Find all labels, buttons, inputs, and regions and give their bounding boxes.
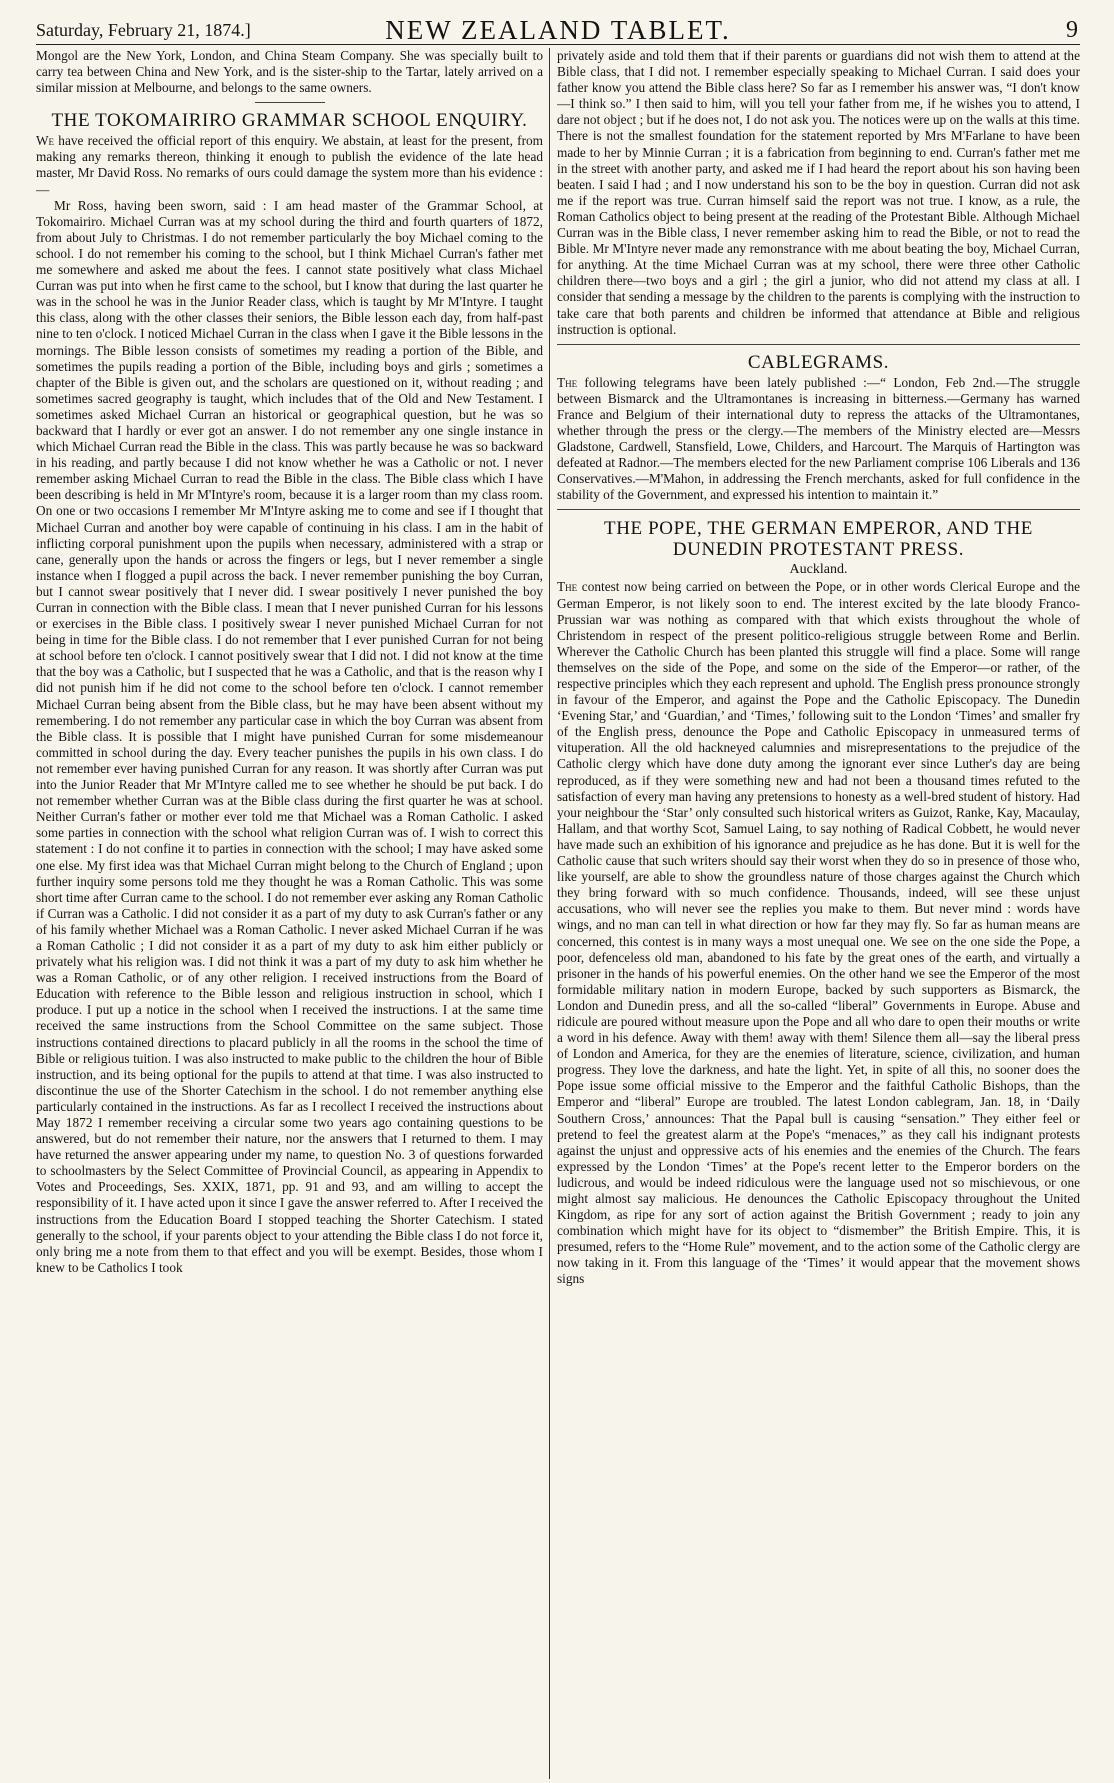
cablegrams-headline: CABLEGRAMS. (747, 351, 890, 373)
section-divider (557, 344, 1080, 345)
pope-headline: THE POPE, THE GERMAN EMPEROR, AND THE DUNEDIN PROTESTANT PRESS. (604, 518, 1033, 561)
newspaper-title: NEW ZEALAND TABLET. (385, 15, 731, 45)
column-rule (549, 48, 550, 1779)
pope-dateline: Auckland. (789, 562, 848, 578)
grammar-school-intro-text: have received the official report of this enquiry. We abstain, at least for the present, from making any remarks thereon, thinking it enough to publish the evidence of the late head master, Mr David Ross. No remarks of ours could damage the system more than his evidence :— (36, 133, 543, 197)
cablegrams-text: following telegrams have been lately published :—“ London, Feb 2nd.—The struggle between Bismarck and the Ultramontanes is increasing in bitterness.—Germany has warned France and Belgium of their international duty to repress the attacks of the Ultramontanes, whether through the press or the clergy.—The members of the Ministry elected are—Messrs Gladstone, Cardwell, Stansfield, Lowe, Childers, and Harcourt. The Marquis of Hartington was defeated at Radnor.—The members elected for the new Parliament comprise 106 Liberals and 136 Conservatives.—M'Mahon, in addressing the French merchants, asked for full confidence in the stability of the Government, and expressed his intention to maintain it.” (557, 374, 1080, 503)
section-divider (557, 509, 1080, 510)
left-column (36, 48, 543, 1779)
masthead (36, 10, 1080, 45)
lead-word: We (36, 133, 55, 149)
pope-article-body (557, 579, 1080, 1287)
section-divider (255, 102, 325, 103)
page-number: 9 (1066, 17, 1078, 43)
ross-evidence: Mr Ross, having been sworn, said : I am head master of the Grammar School, at Tokomairiro. Michael Curran was at my school during the third and fourth quarters of 1872, from about July to Christmas. I do not remember particularly the boy Michael coming to the school. I do not remember his coming to the school, but I think Michael Curran's father met me somewhere and asked me about the fees. I cannot state positively what class Michael Curran was put into when he first came to the school, but I know that during the last quarter he was in the school he was in the Junior Reader class, which is taught by Mr M'Intyre. I taught this class, along with the other classes their seniors, the Bible lesson each day, from half-past nine to ten o'clock. I noticed Michael Curran in the class when I gave it the Bible lessons in the mornings. The Bible lesson consists of sometimes my reading a portion of the Bible, and sometimes the pupils reading a portion of the Bible, including boys and girls ; sometimes a chapter of the Bible is given out, and the scholars are questioned on it, without reading ; and sometimes sacred geography is taught, which includes that of the Old and New Testament. I sometimes asked Michael Curran an historical or geographical question, but he was so backward that I hardly or ever got an answer. I do not remember any one single instance in which Michael Curran read the Bible in the class. This was partly because he was so backward in his reading, and partly because I did not know whether he was a Catholic or not. I never remember asking Michael Curran to read the Bible in the class. The Bible class which I have been describing is held in Mr M'Intyre's room, because it is a larger room than my class room. On one or two occasions I remember Mr M'Intyre asking me to come and see if I thought that Michael Curran and another boy were capable of continuing in his class. I am in the habit of inflicting corporal punishment upon the pupils when necessary, administered with a strap or cane, generally upon the hands or across the fingers or legs, but I never remember a single instance when I flogged a pupil across the back. I never remember punishing the boy Curran, but I cannot swear positively that I never did. I swear positively I never punished the boy Curran in connection with the Bible class. I mean that I never punished Curran for his lessons or exercises in the Bible class. I positively swear I never punished Michael Curran for not being in time for the Bible class. I do not remember that I ever punished Curran for not being at school before ten o'clock. I cannot positively swear that I did not. I did not know at the time that the boy was a Catholic, but I suspected that he was a Catholic, and that is the reason why I did not punish him if he did not come to the school before ten o'clock. I cannot remember Michael Curran being absent from the Bible class, but he may have been absent without my remembering. I do not remember any particular case in which the boy Curran was absent from the Bible class. It is possible that I might have punished Curran for some misdemeanour committed in school during the day. Every teacher punishes the pupils in his own class. I do not remember ever having punished Curran for any reason. It was shortly after Curran was put into the Junior Reader that Mr M'Intyre called me to see whether he should be put back. I do not remember whether Curran was at the Bible class during the first quarter he was at school. Neither Curran's father or mother ever told me that Michael was a Roman Catholic. I asked some parties in connection with the school what religion Curran was of. I wish to correct this statement : I do not confine it to parties in connection with the school; I may have asked some one else. My first idea was that Michael Curran might belong to the Church of England ; upon further inquiry some persons told me they thought he was a Roman Catholic. This was some short time after Curran came to the school. I do not remember ever asking any Roman Catholic if Curran was a Catholic. I did not consider it as a part of my duty to ask Curran's father or any of his family whether Michael was a Roman Catholic. I never asked Michael Curran if he was a Roman Catholic ; I did not consider it as a part of my duty to ask him either publicly or privately what his religion was. I did not think it was a part of my duty to ask him whether he was a Roman Catholic, or of any other religion. I received instructions from the Board of Education with reference to the Bible lesson and religious instruction in school, which I produce. I put up a notice in the school when I received the instructions. I at the same time received the same instructions from the School Committee on the same subject. Those instructions contained directions to placard publicly in all the rooms in the school the time of Bible or religious tuition. I was also instructed to make public to the children the hour of Bible instruction, and its being optional for the pupils to attend at that time. I was also instructed to discontinue the use of the Shorter Catechism in the school. I do not remember anything else particularly contained in the instructions. As far as I recollect I received the instructions about May 1872 I remember receiving a circular some two years ago containing questions to be answered, but do not remember their nature, nor the answers that I returned to them. I may have returned the answer appearing under my name, to question No. 3 of questions forwarded to schoolmasters by the Select Committee of Provincial Council, as appearing in Appendix to Votes and Proceedings, Ses. XXIX, 1871, pp. 91 and 93, and am willing to accept the responsibility of it. I have acted upon it since I gave the answer referred to. After I received the instructions from the Education Board I stopped teaching the Shorter Catechism. I stated generally to the school, if your parents object to your attending the Bible class I do not force it, only bring me a note from them to that effect and you will be exempt. Besides, those whom I knew to be Catholics I took (36, 197, 543, 1275)
lead-word: The (557, 579, 578, 595)
lead-word: The (557, 374, 578, 390)
pope-article-text: contest now being carried on between the Pope, or in other words Clerical Europe and the German Emperor, is not likely soon to end. The interest excited by the late bloody Franco-Prussian war was nothing as compared with that which exists throughout the whole of Christendom in respect of the present politico-religious struggle between Rome and Berlin. Wherever the Catholic Church has been planted this struggle will find a place. Some will range themselves on the side of the Pope, and some on the side of the Emperor—or rather, of the respective principles which they each represent and uphold. The English press pronounce strongly in favour of the Emperor, and against the Pope and the Catholic Episcopacy. The Dunedin ‘Evening Star,’ and ‘Guardian,’ and ‘Times,’ following suit to the London ‘Times’ and smaller fry of the English press, denounce the Pope and Catholic Episcopacy in unmeasured terms of vituperation. All the old hackneyed calumnies and misrepresentations to the prejudice of the Catholic clergy which have done duty among the ignorant ever since Luther's day are being reproduced, as if they were something new and had not been a thousand times refuted to the satisfaction of every man having any pretensions to honesty as a well-bred student of history. Had your neighbour the ‘Star’ only consulted such historical writers as Guizot, Ranke, Kay, Macaulay, Hallam, and that worthy Scot, Samuel Laing, to say nothing of Radical Cobbett, he would never have made such an exhibition of his ignorance and prejudice as he has done. But it is well for the Catholic cause that such writers should say their worst when they do so in presence of those who, like yourself, are able to show the groundless nature of those charges against the Church which they bring forward with so much confidence. Thousands, indeed, will see these unjust accusations, who will never see the replies you make to them. But never mind : words have wings, and no man can tell in what direction or how far they may fly. So far as human means are concerned, this contest is in many ways a most unequal one. We see on the one side the Pope, a poor, defenceless old man, abandoned to his fate by the great ones of the earth, and virtually a prisoner in the hands of his powerful enemies. On the other hand we see the Emperor of the most formidable military nation in modern Europe, backed by such supporters as Bismarck, the London and Dunedin press, and all the so-called “liberal” Governments in Europe. Abuse and ridicule are poured without measure upon the Pope and all who dare to open their mouths or write a word in his defence. Away with them! away with them! Silence them all—say the liberal press of London and America, for they are the enemies of literature, science, civilization, and human progress. They love the darkness, and hate the light. Yet, in spite of all this, no sooner does the Pope issue some official missive to the Emperor and the faithful Catholic Bishops, than the Emperor and “liberal” Europe are troubled. The latest London cablegram, Jan. 18, in ‘Daily Southern Cross,’ announces: That the Papal bull is causing “sensation.” They either feel or pretend to feel the greatest alarm at the Pope's “menaces,” as they call his indignant protests against the unjust and oppressive acts of his enemies and the enemies of the Church. The fears expressed by the London ‘Times’ at the Pope's recent letter to the Emperor borders on the ludicrous, and would be indeed ridiculous were the language used not so mischievous, or one might almost say malicious. He denounces the Catholic Episcopacy throughout the United Kingdom, as ripe for any sort of action against the British Government ; ready to join any combination which might have for its object to “dismember” the British Empire. This, it is presumed, refers to the “Home Rule” movement, and to the action some of the Catholic clergy are now taking in it. From this language of the ‘Times’ it would appear that the movement shows signs (557, 579, 1080, 1287)
shipping-note: Mongol are the New York, London, and China Steam Company. She was specially built to carry tea between China and New York, and is the sister-ship to the Tartar, lately arrived on a similar mission at Melbourne, and belongs to the same owners. (36, 48, 543, 96)
grammar-school-intro (36, 133, 543, 197)
issue-date: Saturday, February 21, 1874.] (36, 20, 251, 40)
grammar-school-headline: THE TOKOMAIRIRO GRAMMAR SCHOOL ENQUIRY. (51, 110, 528, 132)
article-columns (36, 48, 1080, 1779)
ross-evidence-continued: privately aside and told them that if their parents or guardians did not wish them to attend at the Bible class, that I did not. I remember especially speaking to Michael Curran. I said does your father know you attend the Bible class here? So far as I remember his answer was, “I don't know—I think so.” I then said to him, will you tell your father from me, if he wishes you to attend, I dare not object ; but if he does not, I do not ask you. The notices were up on the walls at this time. There is not the smallest foundation for the statement reported by Mrs M'Farlane to have been made to her by Minnie Curran ; it is a fabrication from beginning to end. Curran's father met me in the street with another party, and asked me if I had heard the report about his son having been beaten. I said I had ; and I now understand his son to be the boy in question. Curran did not ask me if the report was true. Curran himself said the report was not true. I know, as a rule, the Roman Catholics object to being present at the reading of the Protestant Bible. Although Michael Curran was in the Bible class, I never remember asking him to read the Bible, or not to read the Bible. Mr M'Intyre never made any remonstrance with me about beating the boy, Michael Curran, for anything. At the time Michael Curran was at my school, there were three other Catholic children there—two boys and a girl ; the girl a junior, who did not attend my class at all. I consider that sending a message by the children to the parents is complying with the instruction to take care that both parents and children be informed that attendance at Bible and religious instruction is optional. (557, 48, 1080, 337)
cablegrams-body (557, 375, 1080, 504)
right-column (557, 48, 1080, 1779)
